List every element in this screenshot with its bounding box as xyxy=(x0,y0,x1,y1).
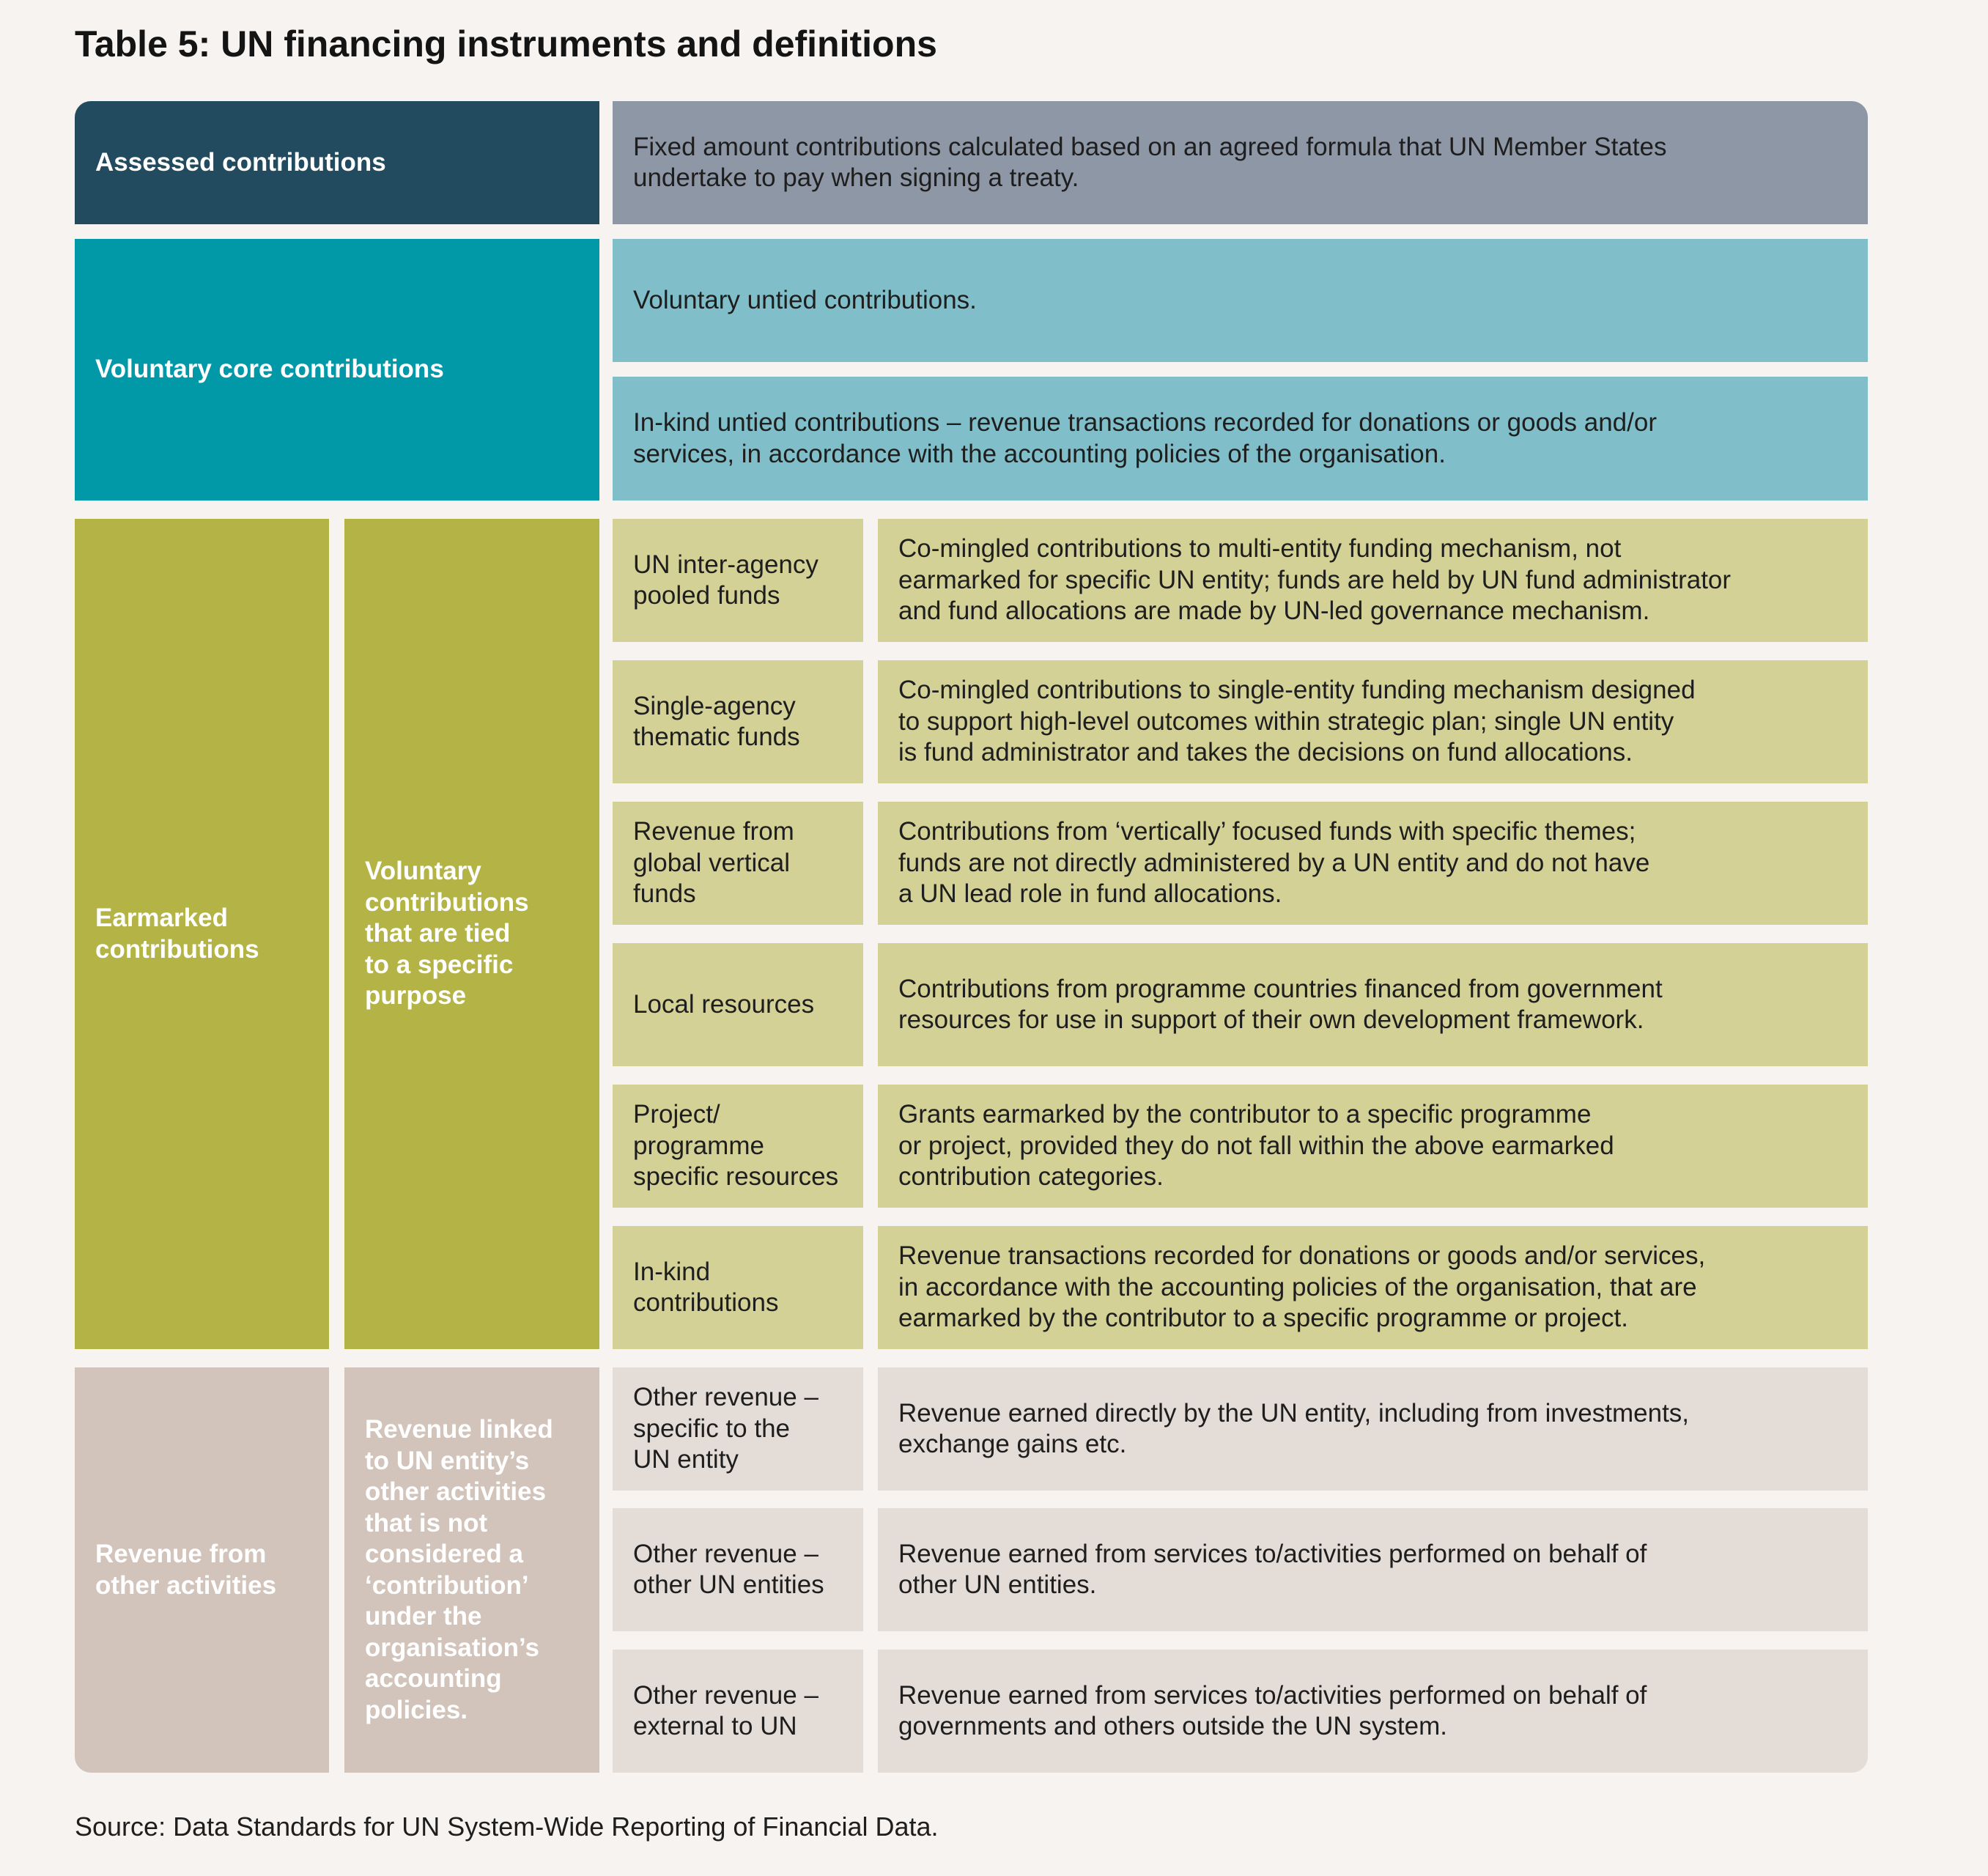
instrument-cell xyxy=(613,519,863,642)
instrument-cell xyxy=(613,660,863,783)
instrument-definition: Grants earmarked by the contributor to a specific programme or project, provided they do not fall within the above earmarked contribution categories. xyxy=(898,1100,1614,1192)
instrument-definition: Contributions from ‘vertically’ focused funds with specific themes; funds are not directly administered by a UN entity and do not have a UN lead role in fund allocations. xyxy=(898,817,1650,909)
definition-cell xyxy=(878,1650,1868,1773)
instrument-cell xyxy=(613,1650,863,1773)
core-label-cell xyxy=(75,239,599,501)
instrument-name: Single-agency thematic funds xyxy=(633,691,800,751)
earmarked-label: Earmarked contributions xyxy=(95,904,259,964)
source-note: Source: Data Standards for UN System-Wide Reporting of Financial Data. xyxy=(75,1812,939,1842)
instrument-definition: Co-mingled contributions to multi-entity funding mechanism, not earmarked for specific UN entity; funds are held by UN fund administrator and fund allocations are made by UN-led governance mechanism. xyxy=(898,534,1732,626)
assessed-label: Assessed contributions xyxy=(95,147,386,177)
definition-cell xyxy=(878,1085,1868,1208)
instrument-cell xyxy=(613,802,863,925)
earmarked-sublabel-cell xyxy=(344,519,599,1349)
page-title: Table 5: UN financing instruments and definitions xyxy=(75,23,937,64)
instrument-name: Other revenue – specific to the UN entity xyxy=(633,1383,819,1474)
instrument-cell xyxy=(613,1508,863,1631)
core-definition-cell xyxy=(613,239,1868,362)
definition-cell xyxy=(878,660,1868,783)
assessed-definition: Fixed amount contributions calculated based on an agreed formula that UN Member States undertake to pay when signing a treaty. xyxy=(633,132,1667,192)
definition-cell xyxy=(878,802,1868,925)
instrument-definition: Co-mingled contributions to single-entity funding mechanism designed to support high-level outcomes within strategic plan; single UN entity is fund administrator and takes the decisions on fund allocations. xyxy=(898,676,1696,767)
instrument-name: In-kind contributions xyxy=(633,1257,779,1317)
instrument-name: Other revenue – external to UN xyxy=(633,1680,819,1740)
other-sublabel: Revenue linked to UN entity’s other activities that is not considered a ‘contribution’ under the organisation’s accounting policies. xyxy=(365,1415,553,1724)
core-definition: Voluntary untied contributions. xyxy=(633,285,977,314)
other-label: Revenue from other activities xyxy=(95,1540,277,1600)
instrument-name: Revenue from global vertical funds xyxy=(633,817,794,909)
definition-cell xyxy=(878,519,1868,642)
instrument-cell xyxy=(613,943,863,1066)
core-label: Voluntary core contributions xyxy=(95,355,444,384)
instrument-name: Project/ programme specific resources xyxy=(633,1100,839,1192)
core-definition-cell xyxy=(613,377,1868,501)
instrument-cell xyxy=(613,1226,863,1349)
definition-cell xyxy=(878,943,1868,1066)
core-definition: In-kind untied contributions – revenue transactions recorded for donations or goods and/or services, in accordance with the accounting policies of the organisation. xyxy=(633,408,1657,468)
instrument-definition: Revenue earned from services to/activities performed on behalf of governments and others outside the UN system. xyxy=(898,1680,1647,1740)
assessed-label-cell xyxy=(75,101,599,224)
definition-cell xyxy=(878,1508,1868,1631)
instrument-cell xyxy=(613,1085,863,1208)
instrument-name: Other revenue – other UN entities xyxy=(633,1539,824,1599)
instrument-name: Local resources xyxy=(633,989,815,1019)
instrument-name: UN inter-agency pooled funds xyxy=(633,550,819,610)
other-sublabel-cell xyxy=(344,1367,599,1773)
instrument-definition: Revenue earned from services to/activities performed on behalf of other UN entities. xyxy=(898,1539,1647,1599)
definition-cell xyxy=(878,1226,1868,1349)
instrument-cell xyxy=(613,1367,863,1491)
instrument-definition: Revenue earned directly by the UN entity, including from investments, exchange gains etc. xyxy=(898,1398,1690,1458)
earmarked-label-cell xyxy=(75,519,329,1349)
instrument-definition: Revenue transactions recorded for donations or goods and/or services, in accordance with the accounting policies of the organisation, that are earmarked by the contributor to a specific programme or project. xyxy=(898,1241,1706,1333)
assessed-definition-cell xyxy=(613,101,1868,224)
instrument-definition: Contributions from programme countries financed from government resources for use in support of their own development framework. xyxy=(898,974,1663,1034)
earmarked-sublabel: Voluntary contributions that are tied to a specific purpose xyxy=(365,857,529,1011)
other-label-cell xyxy=(75,1367,329,1773)
definition-cell xyxy=(878,1367,1868,1491)
